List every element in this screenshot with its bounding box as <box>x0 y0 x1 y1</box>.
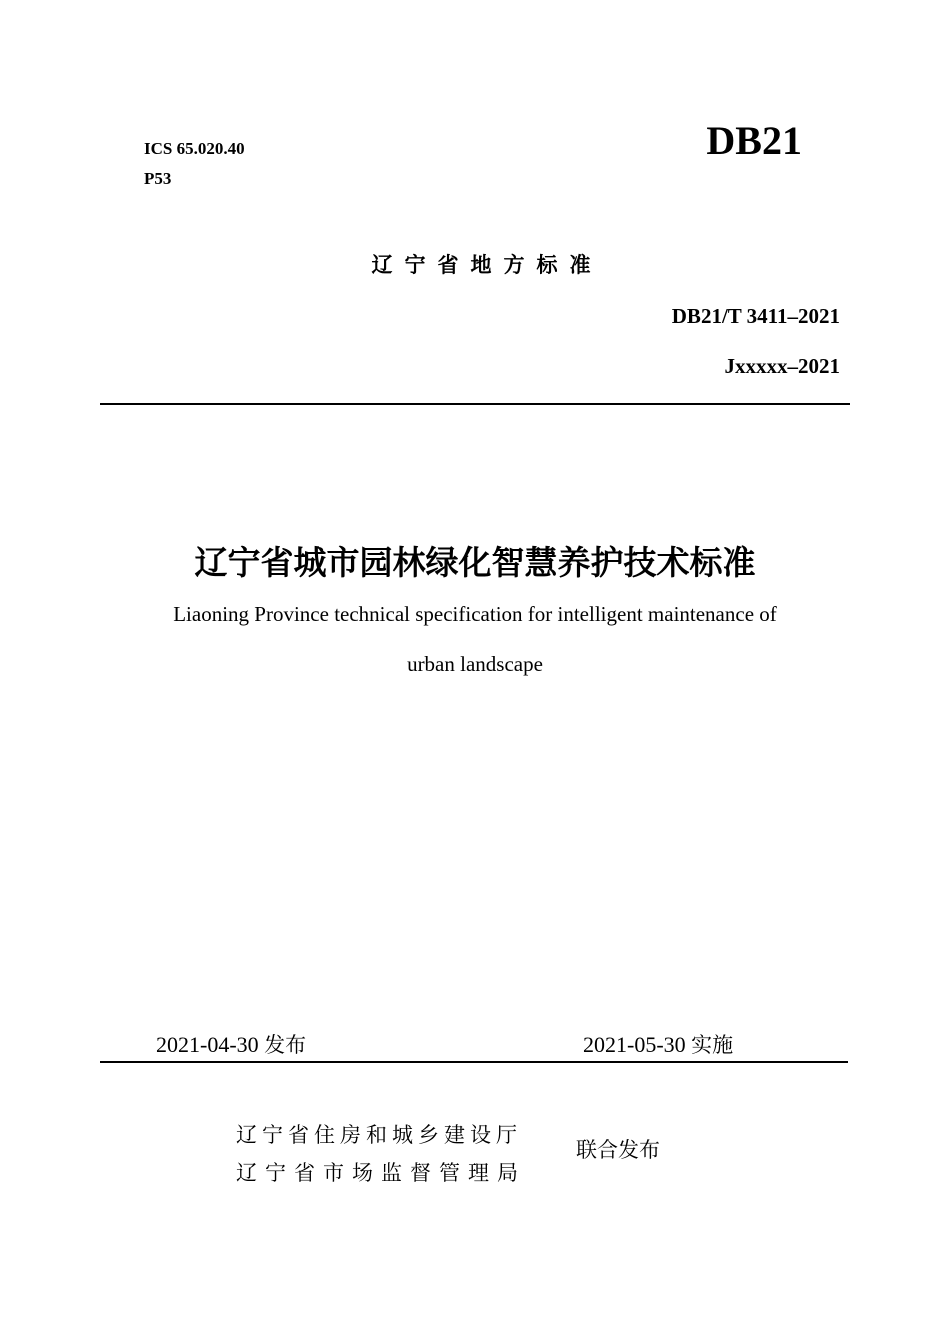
bottom-divider <box>100 1061 848 1063</box>
standard-type: 辽宁省地方标准 <box>371 253 603 277</box>
implement-label: 实施 <box>691 1033 734 1057</box>
implement-date-value: 2021-05-30 <box>583 1032 686 1057</box>
joint-publish-label: 联合发布 <box>576 1138 660 1162</box>
publisher-market-supervision: 辽宁省市场监督管理局 <box>236 1161 526 1185</box>
ccs-code: P53 <box>144 169 172 188</box>
record-number: Jxxxxx–2021 <box>724 354 840 378</box>
publisher-housing-department: 辽宁省住房和城乡建设厅 <box>236 1123 522 1147</box>
english-title-line-2: urban landscape <box>407 652 543 676</box>
standard-number: DB21/T 3411–2021 <box>671 304 840 328</box>
page-title: 辽宁省城市园林绿化智慧养护技术标准 <box>194 543 756 582</box>
implement-date <box>583 1030 733 1060</box>
english-title-line-1: Liaoning Province technical specification for intelligent maintenance of <box>173 602 777 626</box>
publish-date-value: 2021-04-30 <box>156 1032 259 1057</box>
standard-code-badge: DB21 <box>706 118 802 163</box>
ics-code: ICS 65.020.40 <box>144 139 245 158</box>
top-divider <box>100 403 850 405</box>
publish-label: 发布 <box>264 1033 307 1057</box>
publish-date <box>156 1030 306 1060</box>
